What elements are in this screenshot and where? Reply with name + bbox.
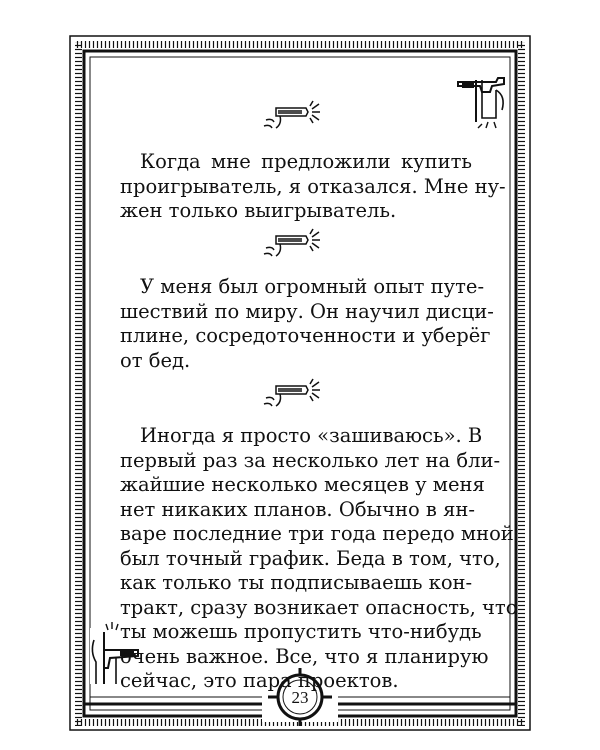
ray-gun-icon <box>262 228 328 264</box>
text-line: очень важное. Все, что я планирую <box>120 644 489 668</box>
page-number: 23 <box>291 688 309 707</box>
text-line: первый раз за несколько лет на бли- <box>120 448 501 472</box>
text-line: шествий по миру. Он научил дисци- <box>120 299 494 323</box>
text-line: плине, сосредоточенности и уберёг <box>120 324 491 347</box>
text-line: У меня был огромный опыт путе- <box>140 275 485 298</box>
text-line: Иногда я просто «зашиваюсь». В <box>140 424 483 447</box>
text-line: варе последние три года передо мной <box>120 522 514 545</box>
text-line: ты можешь пропустить что-нибудь <box>120 620 482 643</box>
text-line: как только ты подписываешь кон- <box>120 571 473 594</box>
ray-gun-icon <box>262 100 328 136</box>
paragraph-3 <box>120 424 518 694</box>
hand-with-pistol-icon <box>452 70 514 132</box>
paragraph-2 <box>120 275 494 373</box>
text-line: жайшие несколько месяцев у меня <box>120 473 485 496</box>
text-line: тракт, сразу возникает опасность, что <box>120 595 518 619</box>
text-line: жен только выигрыватель. <box>120 199 397 222</box>
paragraph-1 <box>120 150 506 224</box>
text-line: сейчас, это пара проектов. <box>120 669 399 692</box>
text-line: был точный график. Беда в том, что, <box>120 546 501 570</box>
text-line: от бед. <box>120 348 191 372</box>
text-line: нет никаких планов. Обычно в ян- <box>120 497 475 521</box>
text-line: проигрыватель, я отказался. Мне ну- <box>120 174 506 198</box>
text-line: Когда мне предложили купить <box>140 150 472 173</box>
ray-gun-icon <box>262 378 328 414</box>
